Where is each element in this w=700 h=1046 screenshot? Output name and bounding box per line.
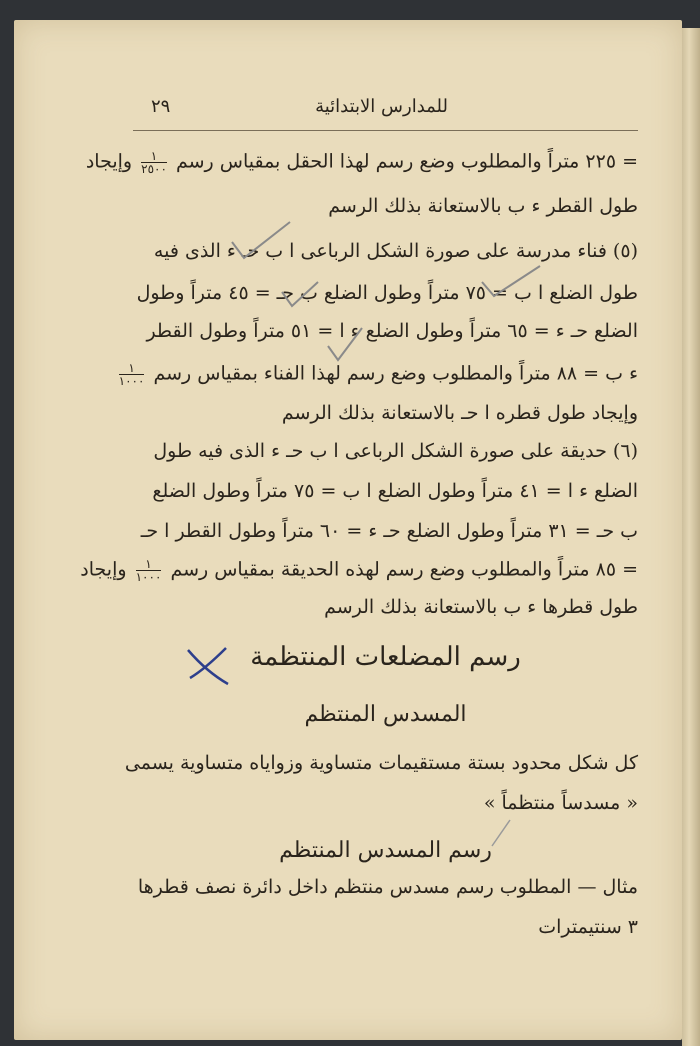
pencil-stroke-icon — [492, 820, 510, 846]
text-line: = ٢٢٥ متراً والمطلوب وضع رسم لهذا الحقل بمقياس رسم $\frac{١}{٢٥٠٠}$ وإيجاد — [85, 149, 638, 176]
text-line: ٣ سنتيمترات — [538, 916, 638, 938]
text-line: ء ب = ٨٨ متراً والمطلوب وضع رسم لهذا الفناء بمقياس رسم $\frac{١}{١٠٠٠}$ — [118, 361, 638, 388]
subsection-heading: المسدس المنتظم — [304, 702, 467, 727]
text-line: مثال — المطلوب رسم مسدس منتظم داخل دائرة نصف قطرها — [137, 876, 638, 898]
text-line: ب حـ = ٣١ متراً وطول الضلع حـ ء = ٦٠ متراً وطول القطر ا حـ — [140, 520, 638, 542]
check-mark-icon — [328, 328, 362, 360]
cross-mark-icon — [188, 650, 228, 684]
running-title: للمدارس الابتدائية — [315, 96, 448, 117]
text-line: طول قطرها ء ب بالاستعانة بذلك الرسم — [324, 596, 638, 618]
text-line: الضلع حـ ء = ٦٥ متراً وطول الضلع ء ا = ٥١ متراً وطول القطر — [146, 320, 638, 342]
text-line: = ٨٥ متراً والمطلوب وضع رسم لهذه الحديقة بمقياس رسم $\frac{١}{١٠٠٠}$ وإيجاد — [80, 557, 638, 584]
check-mark-icon — [282, 282, 318, 306]
text-line: الضلع ء ا = ٤١ متراً وطول الضلع ا ب = ٧٥ متراً وطول الضلع — [152, 480, 638, 502]
fraction: $\frac{١}{١٠٠٠}$ — [118, 361, 145, 388]
page-number: ٢٩ — [151, 96, 171, 117]
text-line: (٥) فناء مدرسة على صورة الشكل الرباعى ا ب حـ ء الذى فيه — [153, 240, 638, 262]
check-mark-icon — [482, 266, 540, 296]
subsection-heading-2: رسم المسدس المنتظم — [279, 838, 492, 863]
text-line: طول القطر ء ب بالاستعانة بذلك الرسم — [328, 195, 638, 217]
fraction: $\frac{١}{١٠٠٠}$ — [135, 557, 162, 584]
text-line: « مسدساً منتظماً » — [483, 792, 638, 814]
check-mark-icon — [232, 222, 290, 258]
text-line: وإيجاد طول قطره ا حـ بالاستعانة بذلك الرسم — [281, 402, 638, 424]
text-line: (٦) حديقة على صورة الشكل الرباعى ا ب حـ ء الذى فيه طول — [153, 440, 638, 462]
text-line: كل شكل محدود بستة مستقيمات متساوية وزواياه متساوية يسمى — [124, 752, 638, 774]
text-line: طول الضلع ا ب = ٧٥ متراً وطول الضلع ب حـ = ٤٥ متراً وطول — [136, 282, 638, 304]
fraction: $\frac{١}{٢٥٠٠}$ — [141, 149, 167, 176]
section-heading: رسم المضلعات المنتظمة — [250, 642, 521, 672]
